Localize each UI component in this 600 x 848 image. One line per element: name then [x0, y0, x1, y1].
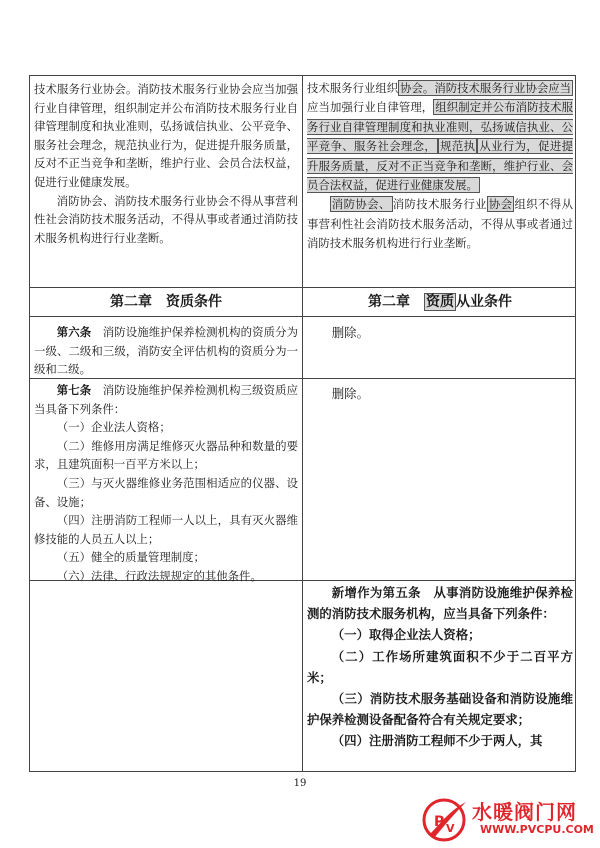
watermark-logo [420, 796, 595, 844]
deleted-text-box: 协会。消防技术服务行业协会应当 [400, 81, 572, 95]
list-item: （二）维修用房满足维修灭火器品种和数量的要求，且建筑面积一百平方米以上； [34, 438, 298, 472]
row-divider [30, 316, 575, 317]
chapter-heading: 第二章 资质条件 [110, 294, 222, 310]
row4-left-cell [34, 381, 298, 586]
deleted-text-box: 从业行为，促进提升服务质量，反对不正当竞争和垄断，维护行业、会员合法权益，促进行业健康发展。 [307, 139, 573, 193]
list-item: （六）法律、行政法规规定的其他条件。 [56, 568, 262, 583]
row1-left-cell [34, 80, 298, 247]
article-text: 消防设施维护保养检测机构的资质分为一级、二级和三级，消防安全评估机构的资质分为一级和二级。 [34, 325, 298, 377]
deleted-text-box: 规范执 [440, 139, 476, 154]
chapter-title: 从业条件 [456, 294, 512, 310]
deleted-note: 删除。 [331, 325, 369, 340]
watermark-url: WWW.PVCPU.COM [480, 823, 594, 836]
list-item: （二）工作场所建筑面积不少于二百平方米； [307, 648, 573, 685]
page-number: 19 [293, 778, 307, 789]
revised-text-paragraph [307, 195, 573, 253]
deleted-note: 删除。 [331, 386, 369, 401]
old-text-paragraph: 技术服务行业协会。消防技术服务行业协会应当加强行业自律管理，组织制定并公布消防技术服务行业自律管理制度和执业准则，弘扬诚信执业、公平竞争、服务社会理念，规范执业行为，促进提升服务质量，反对不正当竞争和垄断，维护行业、会员合法权益，促进行业健康发展。 [34, 82, 298, 189]
svg-text:V: V [446, 822, 455, 835]
comparison-table [29, 75, 576, 772]
deleted-text-box: 协会 [488, 197, 513, 212]
svg-text:P: P [434, 814, 445, 830]
article-text: 消防设施维护保养检测机构三级资质应当具备下列条件： [34, 383, 298, 416]
revised-text: 应当加强行业自律管理， [307, 100, 434, 115]
chapter-number: 第二章 [368, 294, 410, 310]
deleted-text-box: 资质 [426, 294, 454, 310]
revised-text: 消防技术服务行业 [392, 197, 487, 212]
list-item: （三）消防技术服务基础设备和消防设施维护保养检测设备配备符合有关规定要求； [307, 691, 573, 728]
revised-text: 技术服务行业组织 [307, 81, 399, 95]
row2-left-cell [34, 288, 298, 316]
row3-right-cell [307, 322, 573, 343]
article-label: 第七条 [56, 383, 92, 397]
list-item: （三）与灭火器维修业务范围相适应的仪器、设备、设施； [34, 475, 298, 509]
list-item: （一）企业法人资格； [56, 420, 171, 435]
article-paragraph [34, 381, 298, 418]
pv-logo-icon [420, 796, 472, 844]
row2-right-cell [307, 288, 573, 316]
row5-right-cell [307, 582, 573, 752]
revised-text-paragraph [307, 79, 573, 195]
row1-right-cell [307, 79, 573, 254]
list-item: （一）取得企业法人资格； [331, 627, 481, 643]
row5-left-cell [34, 581, 298, 771]
column-divider [302, 76, 303, 771]
list-item: （五）健全的质量管理制度； [56, 550, 205, 565]
revised-text: 组织不得从事营利性社会消防技术服务活动，不得从事或者通过消防技术服务机构进行行业垄断。 [307, 197, 573, 251]
list-item: （四）注册消防工程师一人以上，具有灭火器维修技能的人员五人以上； [34, 513, 298, 546]
article-paragraph [34, 323, 298, 379]
list-item: （四）注册消防工程师不少于两人，其 [331, 733, 543, 749]
row3-left-cell [34, 323, 298, 379]
deleted-text-box: 组织制定并公布消防技术服务行业自律管理制度和执业准则，弘扬诚信执业、公平竞争、服务社会理念， [307, 100, 573, 154]
new-article-intro: 新增作为第五条 从事消防设施维护保养检测的消防技术服务机构，应当具备下列条件： [307, 585, 573, 622]
article-label: 第六条 [56, 325, 92, 339]
chapter-heading [307, 288, 573, 316]
watermark-name: 水暖阀门网 [472, 800, 577, 824]
row4-right-cell [307, 383, 573, 404]
deleted-text-box: 消防协会、 [331, 197, 391, 212]
old-text-paragraph: 消防协会、消防技术服务行业协会不得从事营利性社会消防技术服务活动，不得从事或者通过消防技术服务机构进行行业垄断。 [34, 193, 298, 245]
